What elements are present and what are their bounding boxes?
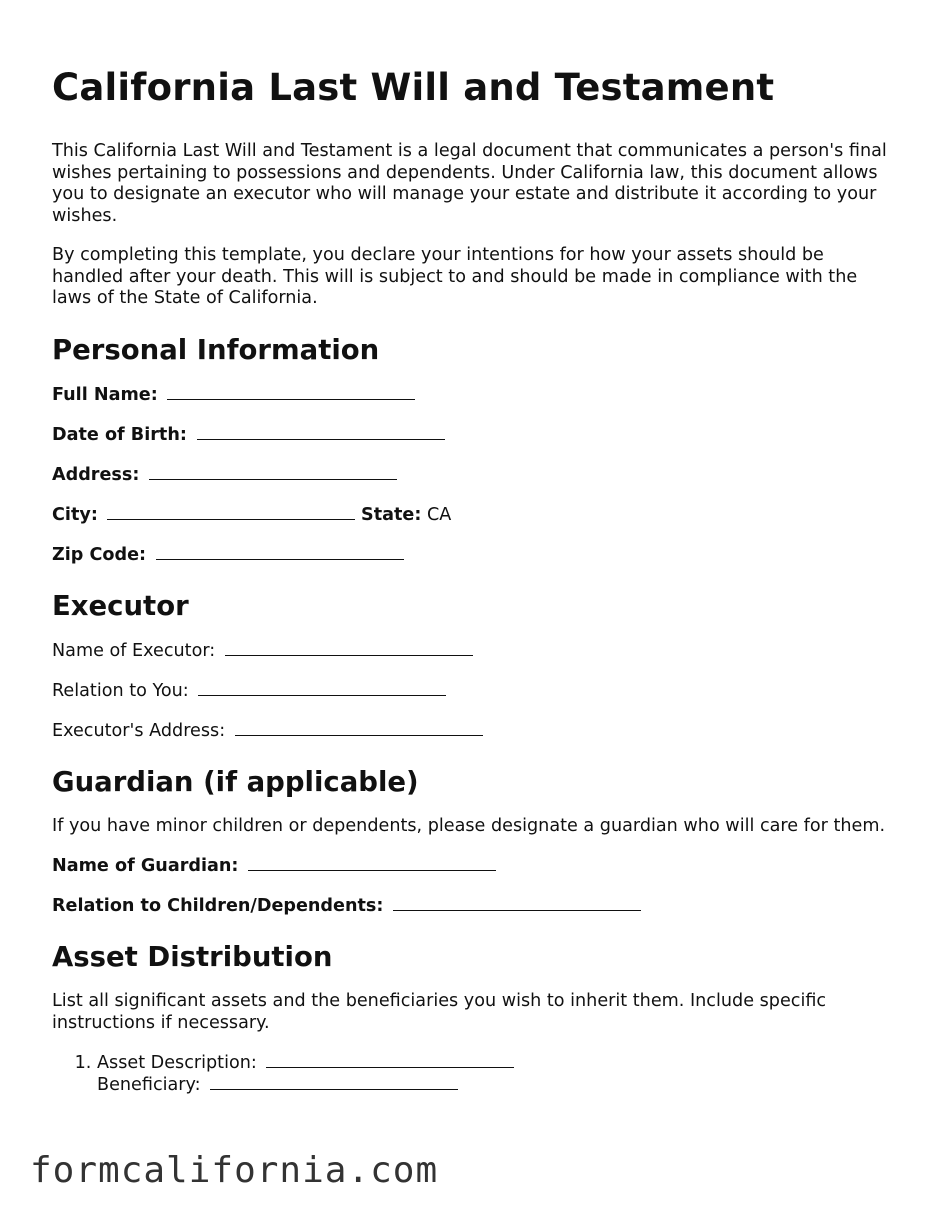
address-field: [52, 464, 892, 486]
zip-code-label: Zip Code:: [52, 544, 147, 565]
beneficiary-label: Beneficiary:: [97, 1075, 201, 1095]
intro-paragraph-2: By completing this template, you declare your intentions for how your assets should be handled after your death. This will is subject to and should be made in compliance with the laws of the State of California.: [52, 245, 858, 308]
zip-code-blank[interactable]: [156, 544, 404, 560]
city-blank[interactable]: [107, 504, 355, 520]
guardian-heading: Guardian (if applicable): [52, 765, 419, 798]
asset-description-blank[interactable]: [266, 1052, 514, 1068]
executor-address-blank[interactable]: [235, 720, 483, 736]
address-label: Address:: [52, 464, 140, 485]
asset-list: [52, 1052, 892, 1096]
date-of-birth-label: Date of Birth:: [52, 424, 187, 445]
document-title: California Last Will and Testament: [52, 66, 775, 109]
guardian-relation-label: Relation to Children/Dependents:: [52, 896, 384, 916]
guardian-relation-field: [52, 895, 892, 917]
executor-relation-field: [52, 680, 892, 702]
asset-distribution-heading: Asset Distribution: [52, 941, 333, 973]
guardian-name-label: Name of Guardian:: [52, 856, 239, 876]
executor-name-label: Name of Executor:: [52, 640, 216, 661]
full-name-field: [52, 384, 892, 406]
guardian-name-blank[interactable]: [248, 855, 496, 871]
date-of-birth-blank[interactable]: [197, 424, 445, 440]
footer-watermark: formcalifornia.com: [30, 1150, 439, 1191]
guardian-description: If you have minor children or dependents, please designate a guardian who will care for them.: [52, 815, 886, 836]
executor-relation-blank[interactable]: [198, 680, 446, 696]
will-document: [52, 62, 892, 1096]
executor-relation-label: Relation to You:: [52, 680, 189, 701]
personal-information-heading: Personal Information: [52, 333, 380, 366]
asset-distribution-description: List all significant assets and the beneficiaries you wish to inherit them. Include specific instructions if necessary.: [52, 991, 827, 1033]
executor-heading: Executor: [52, 589, 189, 622]
beneficiary-blank[interactable]: [210, 1074, 458, 1090]
date-of-birth-field: [52, 424, 892, 446]
state-value: CA: [426, 504, 452, 525]
asset-list-item: [97, 1052, 892, 1096]
address-blank[interactable]: [149, 464, 397, 480]
executor-address-label: Executor's Address:: [52, 720, 226, 741]
city-label: City:: [52, 504, 98, 525]
state-label: State:: [361, 504, 422, 525]
executor-name-blank[interactable]: [225, 640, 473, 656]
executor-address-field: [52, 720, 892, 742]
full-name-blank[interactable]: [167, 384, 415, 400]
guardian-relation-blank[interactable]: [393, 895, 641, 911]
guardian-name-field: [52, 855, 892, 877]
full-name-label: Full Name:: [52, 384, 158, 405]
city-state-field: [52, 504, 892, 526]
executor-name-field: [52, 640, 892, 662]
intro-paragraph-1: This California Last Will and Testament is a legal document that communicates a person's final wishes pertaining to possessions and dependents. Under California law, this document allows you to designate an executor who will manage your estate and distribute it according to your wishes.: [52, 141, 887, 226]
asset-description-label: Asset Description:: [97, 1053, 257, 1073]
zip-code-field: [52, 544, 892, 566]
